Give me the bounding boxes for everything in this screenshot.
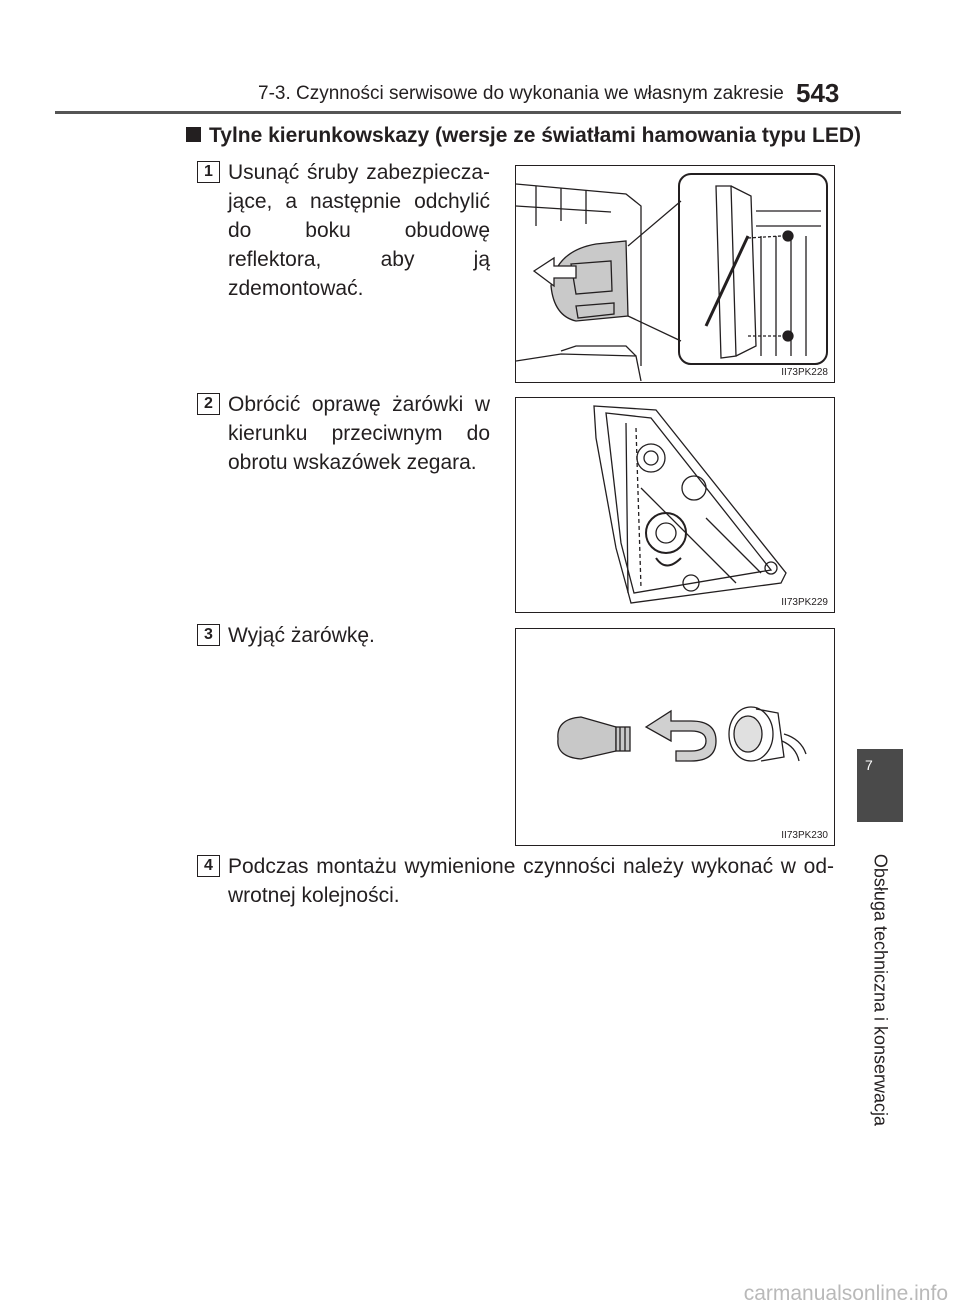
page-header-title: 7-3. Czynności serwisowe do wykonania we własnym zakresie <box>258 83 784 104</box>
figure-code: II73PK228 <box>781 367 828 378</box>
step-number-badge: 4 <box>197 855 220 877</box>
chapter-tab <box>857 749 903 822</box>
chapter-number: 7 <box>865 757 873 773</box>
step-text: Wyjąć żarówkę. <box>228 624 375 647</box>
bulb-removal-illustration <box>516 629 833 844</box>
bulb-socket-illustration <box>516 398 833 611</box>
figure-bulb-socket <box>515 397 835 613</box>
square-bullet-icon <box>186 127 201 142</box>
step-text: Usunąć śruby zabezpiecza-jące, a następnie odchylić do boku obudowę reflektora, aby ją zdemontować. <box>228 161 490 300</box>
taillight-removal-illustration <box>516 166 833 381</box>
step-number-badge: 3 <box>197 624 220 646</box>
page-number: 543 <box>796 78 840 108</box>
figure-code: II73PK230 <box>781 830 828 841</box>
header-rule <box>55 111 901 114</box>
figure-bulb-removal <box>515 628 835 846</box>
step-text: Podczas montażu wymienione czynności należy wykonać w od-wrotnej kolejności. <box>228 855 834 907</box>
figure-code: II73PK229 <box>781 597 828 608</box>
step-text: Obrócić oprawę żarówki w kierunku przeciwnym do obrotu wskazówek zegara. <box>228 393 490 474</box>
step-number-badge: 2 <box>197 393 220 415</box>
figure-taillight-removal <box>515 165 835 383</box>
section-heading <box>186 124 861 148</box>
section-heading-text: Tylne kierunkowskazy (wersje ze światłami hamowania typu LED) <box>209 124 861 147</box>
chapter-label: Obsługa techniczna i konserwacja <box>870 853 891 1127</box>
step-number-badge: 1 <box>197 161 220 183</box>
watermark: carmanualsonline.info <box>743 1282 948 1305</box>
